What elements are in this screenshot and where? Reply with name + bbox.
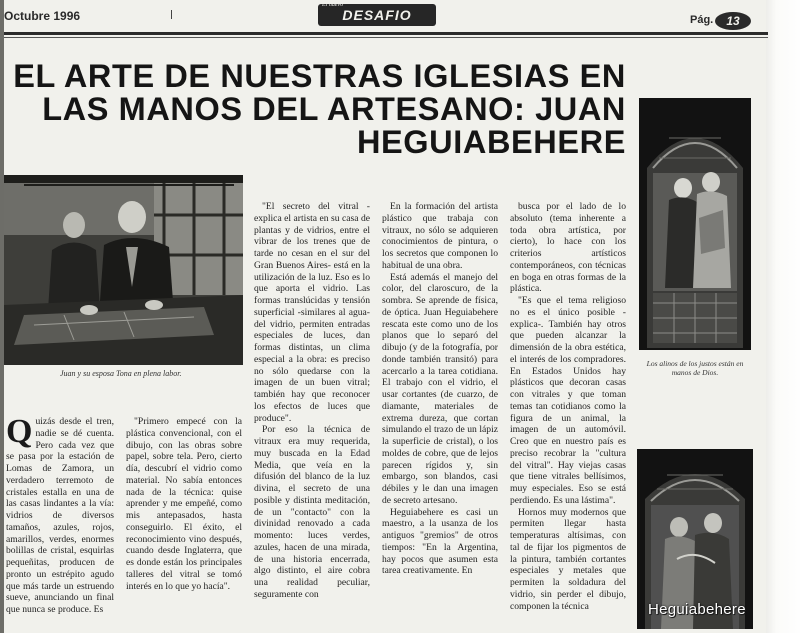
page-number-badge: 13 [715,12,751,30]
artisan-workshop-photo [4,175,243,365]
stained-glass-window-illustration [639,98,751,350]
column-5-paragraph-3: Hornos muy modernos que permiten llegar hasta temperaturas altísimas, con tal de fijar los pigmentos de la pintura, también cortantes especiales y metales que permiten la soldadura del vidrio, sin perder el dibujo, componen la técnica [510,506,626,612]
photo-caption: Juan y su esposa Tona en plena labor. [60,369,182,378]
masthead-logo: DESAFIO [318,4,436,26]
header-rule-thick [4,32,768,35]
column-4-paragraph-2: Está además el manejo del color, del claroscuro, de la sombra. Se aprende de física, de óptica. Juan Heguiabehere rescata este como uno de los planos que lo separó del dibujo (y de la fotografía, por donde también transitó) para acercarlo a la tarea cotidiana. El trabajo con el vidrio, el usar cortantes (de cuarzo, de diamante, materiales de extrema dureza, que cortan simulando el trazo de un lápiz la superficie de cristal), o los moldes de cobre, que de lejos parecen rígidos y, sin embargo, son blandos, casi débiles y le dan una imagen de secreto artesano. [382,271,498,506]
headline-line-2: LAS MANOS DEL ARTESANO: JUAN [42,91,626,127]
article-column-1 [6,416,114,626]
column-4-paragraph-1: En la formación del artista plástico que trabaja con vitraux, no sólo se adquieren conocimientos de pintura, o los secretos que componen lo habitual de una obra. [382,201,498,271]
column-5-paragraph-2: "Es que el tema religioso no es el único posible -explica-. También hay otros que pueden alcanzar la dimensión de la obra estética, el interés de los compradores. En Estados Unidos hay plásticos que decoran casas con vitrales y que toman temas tan cotidianos como la figura de un animal, la imagen de un automóvil. Creo que en nuestro país es preciso recobrar la "cultura del vitral". Hay viejas casas que tiene vitrales bellísimos, muy especiales. Eso se está perdiendo. Es una lástima". [510,295,626,506]
headline-line-3: HEGUIABEHERE [356,124,626,160]
article-column-2 [126,416,242,626]
column-3-paragraph-2: Por eso la técnica de vitraux era muy requerida, muy buscada en la Edad Media, que veía en la difusión del blanco de la luz divina, el secreto de una posible y distinta meditación, de un "contacto" con la divinidad renovado a cada momento: luces verdes, azules, hacen de una mirada, de una historia encerrada, algo distinto, el aire cobra una realidad peculiar, seguramente con [254,424,370,600]
drop-cap: Q [6,416,33,450]
article-column-5 [510,201,626,626]
column-1-paragraph [6,416,114,616]
article-column-3 [254,201,370,626]
column-3-paragraph-1: "El secreto del vitral -explica el artista en su casa de plantas y de vidrios, entre el vibrar de los trenes que de tarde no cesan en el sur del Gran Buenos Aires- está en la utilización de la luz. Eso es lo que aporta el vidrio. Las formas translúcidas y tensión superficial -similares al agua- del vidrio, permiten entradas especiales de luces, dan formas distintas, un clima especial a la obra: es preciso no sólo quedarse con la imagen de un buen vitral; también hay que reconocer los efectos de luces que produce". [254,201,370,424]
column-2-paragraph-1: "Primero empecé con la plástica convencional, con el dibujo, con las obras sobre papel, sobre tela. Pero, cierto día, descubrí el vidrio como material. No sabía entonces nada de la técnica: quise aprender y me empeñé, como mis antepasados, hasta conseguirlo. El éxito, el reconocimiento vino después, cuando desde Inglaterra, que es donde están los principales talleres del vitral se tomó interés en lo que yo hacía". [126,416,242,592]
header-tick-mark [171,10,172,19]
column-5-paragraph-1: busca por el lado de lo absoluto (tema inherente a toda obra artística, por cierto), lo hace con los criterios artísticos contemporáneos, con técnicas en boga en otras formas de la plástica. [510,201,626,295]
headline-line-1: EL ARTE DE NUESTRAS IGLESIAS EN [13,58,626,94]
stained-glass-caption: Los alinos de los justos están en manos de Dios. [646,359,744,377]
stained-glass-photo-top [639,98,751,350]
page-label: Pág. [690,14,714,26]
column-1-text: uizás desde el tren, nadie se dé cuenta. Pero cada vez que se pasa por la estación de Lomas de Zamora, un verdadero terremoto de cristales estalla en una de las casas lindantes a la vía: vidrios de diversos tamaños, azules, rojos, amarillos, verdes, enormes bolillas de cristal, esquirlas pequeñitas, producen de pronto un estrépito agudo que más tarde un estruendo sueve, anunciando un final que nunca se produce. Es [6,416,114,615]
header-rule-thin [4,37,768,38]
column-4-paragraph-3: Heguiabehere es casi un maestro, a la usanza de los antiguos "gremios" de otros tiempos: "En la Argentina, hay pocos que asumen esta tarea creativamente. En [382,506,498,577]
workshop-photo-illustration [4,175,243,365]
watermark-text: Heguiabehere [648,601,746,618]
scan-edge-right [766,0,800,633]
article-headline [8,60,626,159]
issue-date: Octubre 1996 [4,9,81,23]
article-column-4 [382,201,498,626]
masthead-tagline: El nuevo [322,2,344,8]
